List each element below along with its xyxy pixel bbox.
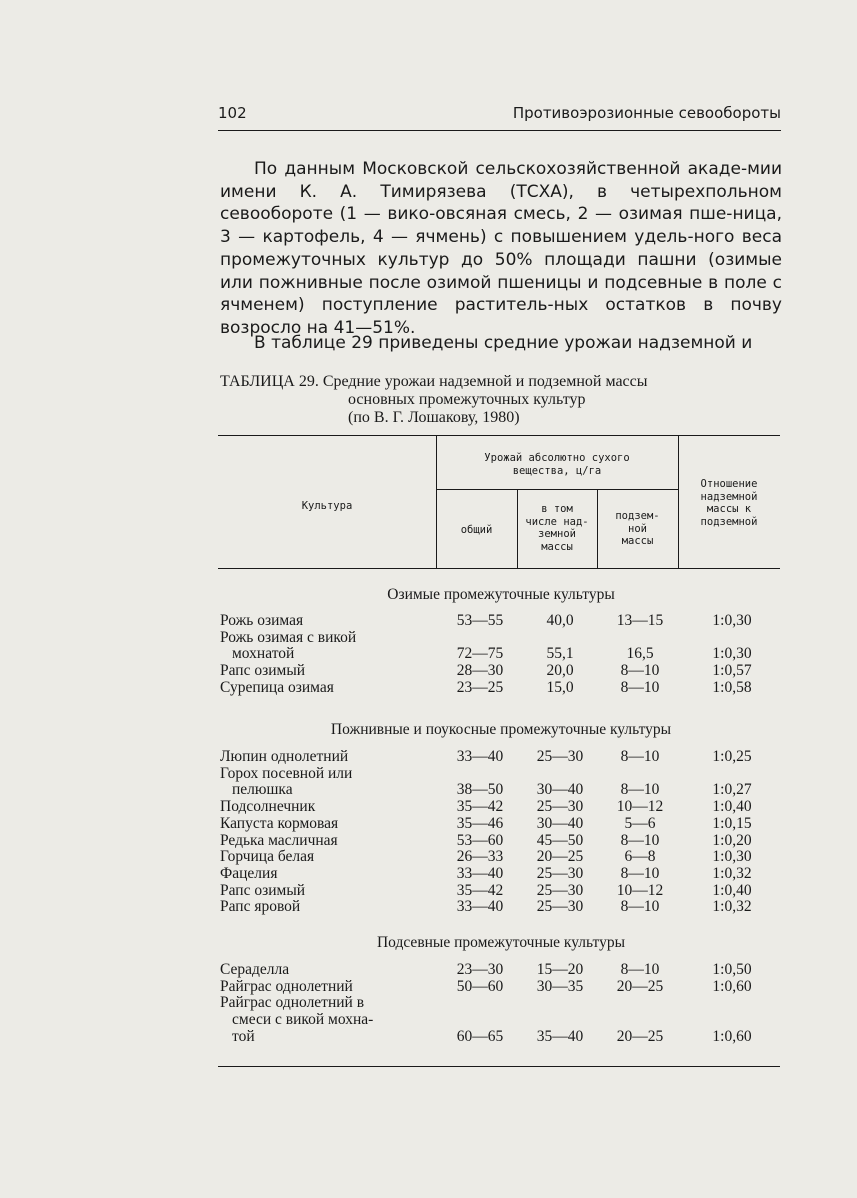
value-total: 53—60 <box>456 831 504 849</box>
para1-line: и подсевные в поле с ячменем) поступление раститель- <box>220 272 782 316</box>
value-above: 35—40 <box>536 1027 584 1045</box>
table-row <box>220 979 782 996</box>
running-title: Противоэрозионные севообороты <box>512 104 781 122</box>
table-row <box>220 663 782 680</box>
crop-name-line: Люпин однолетний <box>220 748 349 765</box>
para1-line: пашни (озимые или пожнивные после озимой пшеницы <box>220 249 783 293</box>
crop-name-line: Рапс озимый <box>220 881 306 899</box>
value-above: 20,0 <box>546 662 574 680</box>
col-header-above-line: земной <box>538 528 576 540</box>
value-total: 35—46 <box>456 814 504 832</box>
value-below: 6—8 <box>624 848 656 866</box>
table-row <box>220 630 782 647</box>
value-above: 25—30 <box>536 881 584 899</box>
value-ratio: 1:0,25 <box>712 748 752 765</box>
caption-title: Средние урожаи надземной и подземной массы <box>322 373 648 390</box>
crop-name <box>220 630 432 647</box>
value-ratio: 1:0,30 <box>712 848 752 866</box>
crop-name-line: Фацелия <box>220 864 278 882</box>
col-header-ratio-line: массы к <box>706 503 752 515</box>
table-row <box>220 995 782 1012</box>
crop-name-line: Сурепица озимая <box>220 678 334 696</box>
crop-name <box>220 663 432 680</box>
crop-name <box>220 833 432 850</box>
value-below: 8—10 <box>620 662 660 680</box>
caption-line-2: основных промежуточных культур <box>348 391 586 408</box>
para1-line: По данным Московской сельскохозяйственной акаде- <box>254 159 748 179</box>
value-below: 16,5 <box>626 645 654 663</box>
para1-line: севообороте (1 — вико-овсяная смесь, 2 — озимая пше- <box>220 204 733 225</box>
value-ratio: 1:0,15 <box>712 814 752 832</box>
table-row <box>220 766 782 783</box>
value-ratio: 1:0,30 <box>712 612 752 629</box>
col-header-above <box>517 503 597 553</box>
value-below: 8—10 <box>620 831 660 849</box>
section-title: Пожнивные и поукосные промежуточные культуры <box>330 721 672 738</box>
paragraph-2 <box>220 332 782 355</box>
col-header-total: общий <box>460 524 493 536</box>
value-below: 8—10 <box>620 678 660 696</box>
crop-name <box>220 749 432 766</box>
value-total: 60—65 <box>456 1027 504 1045</box>
col-header-ratio-line: подземной <box>700 515 758 528</box>
crop-name-line: Редька масличная <box>220 831 338 849</box>
col-header-above-line: массы <box>541 540 573 553</box>
table-row-continuation <box>220 1012 782 1029</box>
table-header-bottom-rule <box>218 568 780 569</box>
value-ratio: 1:0,32 <box>712 864 752 882</box>
crop-name <box>220 613 432 630</box>
value-ratio: 1:0,40 <box>712 881 752 899</box>
table-row <box>220 799 782 816</box>
crop-name-line: Рожь озимая с викой <box>220 628 357 646</box>
table-row-continuation <box>220 782 782 799</box>
crop-name <box>220 646 432 663</box>
header-rule <box>218 130 781 131</box>
value-below: 13—15 <box>616 612 664 629</box>
value-ratio: 1:0,57 <box>712 662 752 680</box>
value-total: 26—33 <box>456 848 504 866</box>
col-header-ratio-line: Отношение <box>700 478 758 490</box>
value-ratio: 1:0,60 <box>712 977 752 995</box>
value-above: 55,1 <box>546 645 574 663</box>
value-above: 25—30 <box>536 798 584 816</box>
value-ratio: 1:0,30 <box>712 645 752 663</box>
value-total: 33—40 <box>456 898 504 916</box>
table-row <box>220 680 782 697</box>
crop-name <box>220 1012 432 1029</box>
para1-line: ного веса промежуточных культур до 50% площади <box>220 227 782 270</box>
crop-name <box>220 782 432 799</box>
value-above: 15—20 <box>536 961 584 978</box>
caption-label: ТАБЛИЦА 29. <box>220 373 319 390</box>
value-below: 8—10 <box>620 748 660 765</box>
value-total: 33—40 <box>456 748 504 765</box>
value-ratio: 1:0,60 <box>712 1027 752 1045</box>
value-below: 20—25 <box>616 1027 664 1045</box>
col-header-below-line: подзем- <box>615 510 660 522</box>
crop-name-line: Рожь озимая <box>220 612 304 629</box>
crop-name <box>220 1029 432 1046</box>
para1-line: мии имени К. А. Тимирязева (ТСХА), в четырехпольном <box>220 159 782 202</box>
crop-name-line: Горчица белая <box>220 848 315 866</box>
caption-source: (по В. Г. Лошакову, 1980) <box>348 409 520 426</box>
crop-name <box>220 962 432 979</box>
crop-name-line: пелюшка <box>232 781 293 799</box>
crop-name <box>220 866 432 883</box>
table-row-continuation <box>220 1029 782 1046</box>
table-row <box>220 613 782 630</box>
section-title: Подсевные промежуточные культуры <box>376 934 625 951</box>
value-below: 5—6 <box>624 814 656 832</box>
col-header-yield <box>436 452 678 477</box>
crop-name-line: Рапс озимый <box>220 662 306 680</box>
table-row <box>220 866 782 883</box>
table-row <box>220 749 782 766</box>
value-total: 38—50 <box>456 781 504 799</box>
crop-name <box>220 680 432 697</box>
crop-name-line: Сераделла <box>220 961 290 978</box>
value-above: 45—50 <box>536 831 584 849</box>
col-header-below-line: массы <box>621 535 654 547</box>
col-header-yield-line: вещества, ц/га <box>512 464 602 477</box>
para1-line: ница, 3 — картофель, 4 — ячмень) с повышением удель- <box>220 204 782 248</box>
paragraph-1 <box>220 158 782 340</box>
table-top-rule <box>218 435 780 436</box>
value-above: 20—25 <box>536 848 584 866</box>
table-row <box>220 816 782 833</box>
table-row <box>220 899 782 916</box>
crop-name-line: Рапс яровой <box>220 898 301 916</box>
page-number: 102 <box>218 104 247 122</box>
value-total: 23—25 <box>456 678 504 696</box>
col-header-ratio-line: надземной <box>700 490 758 503</box>
crop-name-line: той <box>232 1027 255 1045</box>
caption-line-1 <box>220 373 648 391</box>
value-total: 35—42 <box>456 881 504 899</box>
value-above: 25—30 <box>536 898 584 916</box>
col-header-below <box>597 510 678 548</box>
crop-name-line: Подсолнечник <box>220 798 316 816</box>
value-ratio: 1:0,50 <box>712 961 752 978</box>
value-below: 8—10 <box>620 864 660 882</box>
header-subrule <box>436 489 678 490</box>
value-total: 28—30 <box>456 662 504 680</box>
col-header-ratio <box>678 478 780 528</box>
value-ratio: 1:0,40 <box>712 798 752 816</box>
para1-line: ных остатков в почву возросло на 41—51%. <box>220 295 782 338</box>
paragraph-2-text: В таблице 29 приведены средние урожаи надземной и <box>254 333 753 353</box>
value-above: 40,0 <box>546 612 574 629</box>
crop-name <box>220 816 432 833</box>
col-header-crop: Культура <box>301 500 353 512</box>
table-row-continuation <box>220 646 782 663</box>
value-above: 25—30 <box>536 864 584 882</box>
table-row <box>220 849 782 866</box>
col-header-above-line: числе над- <box>525 515 589 528</box>
value-above: 30—40 <box>536 781 584 799</box>
crop-name <box>220 979 432 996</box>
paragraph-1-text <box>220 158 782 340</box>
value-total: 72—75 <box>456 645 504 663</box>
value-above: 30—40 <box>536 814 584 832</box>
value-above: 30—35 <box>536 977 584 995</box>
crop-name-line: смеси с викой мохна- <box>232 1011 374 1029</box>
crop-name <box>220 766 432 783</box>
crop-name <box>220 849 432 866</box>
value-total: 23—30 <box>456 961 504 978</box>
section-title: Озимые промежуточные культуры <box>387 586 615 603</box>
value-ratio: 1:0,32 <box>712 898 752 916</box>
crop-name-line: Капуста кормовая <box>220 814 339 832</box>
running-header <box>218 104 781 128</box>
crop-name-line: Райграс однолетний в <box>220 994 365 1012</box>
table-row <box>220 833 782 850</box>
value-below: 8—10 <box>620 898 660 916</box>
value-below: 10—12 <box>616 798 664 816</box>
table-bottom-rule <box>218 1066 780 1067</box>
value-ratio: 1:0,27 <box>712 781 752 799</box>
value-below: 8—10 <box>620 781 660 799</box>
value-below: 10—12 <box>616 881 664 899</box>
value-total: 53—55 <box>456 612 504 629</box>
crop-name <box>220 899 432 916</box>
col-header-below-line: ной <box>628 522 647 535</box>
crop-name-line: Райграс однолетний <box>220 977 353 995</box>
table-row <box>220 883 782 900</box>
col-header-yield-line: Урожай абсолютно сухого <box>484 452 630 464</box>
value-below: 8—10 <box>620 961 660 978</box>
table-row <box>220 962 782 979</box>
crop-name <box>220 883 432 900</box>
table-caption <box>220 373 648 427</box>
value-total: 50—60 <box>456 977 504 995</box>
value-total: 35—42 <box>456 798 504 816</box>
crop-name <box>220 799 432 816</box>
value-below: 20—25 <box>616 977 664 995</box>
value-ratio: 1:0,20 <box>712 831 752 849</box>
value-total: 33—40 <box>456 864 504 882</box>
col-header-above-line: в том <box>541 503 573 515</box>
value-above: 25—30 <box>536 748 584 765</box>
crop-name-line: мохнатой <box>232 645 295 663</box>
crop-name <box>220 995 432 1012</box>
value-above: 15,0 <box>546 678 574 696</box>
value-ratio: 1:0,58 <box>712 678 752 696</box>
crop-name-line: Горох посевной или <box>220 764 353 782</box>
